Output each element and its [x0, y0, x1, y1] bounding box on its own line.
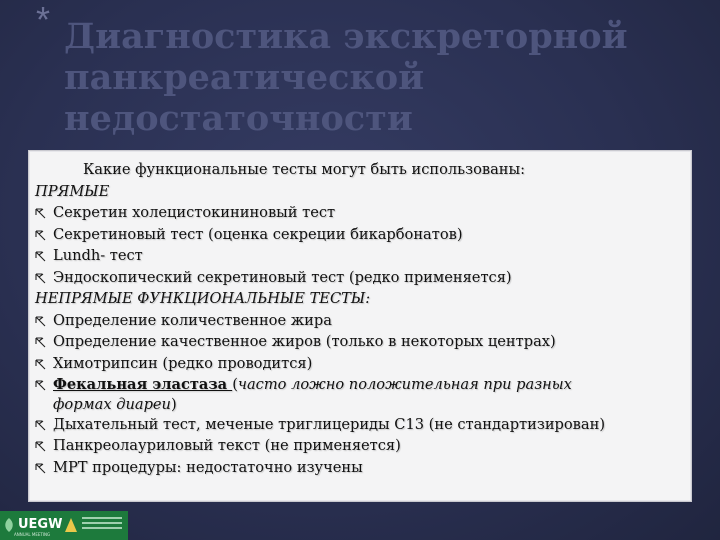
- list-item-elastase: [35, 374, 685, 414]
- elastase-note-cont: формах диареи: [53, 395, 171, 413]
- bullet-icon: [35, 420, 46, 431]
- title-star: *: [36, 0, 51, 40]
- logo-lines: [82, 517, 122, 532]
- direct-list: [35, 202, 685, 288]
- uegw-logo: [0, 511, 128, 540]
- list-item: [35, 202, 685, 224]
- triangle-icon: [64, 517, 78, 533]
- list-item: [35, 310, 685, 332]
- bullet-icon: [35, 359, 46, 370]
- intro-text: Какие функциональные тесты могут быть использованы:: [83, 161, 526, 178]
- paren-open: (: [232, 376, 238, 393]
- elastase-note: часто ложно положительная при разных: [237, 376, 572, 393]
- list-item: [35, 245, 685, 267]
- item-text: Определение качественное жиров (только в некоторых центрах): [53, 333, 556, 350]
- slide-title: Диагностика экскреторной панкреатической недостаточности: [64, 16, 628, 139]
- bullet-icon: [35, 337, 46, 348]
- bullet-icon: [35, 380, 46, 391]
- logo-name: UEGW: [18, 517, 63, 532]
- paren-close: ): [170, 395, 177, 413]
- list-item: [35, 435, 685, 457]
- item-text: Секретин холецистокининовый тест: [53, 204, 336, 221]
- list-item: [35, 331, 685, 353]
- item-text: Дыхательный тест, меченые триглицериды С13 (не стандартизирован): [53, 415, 606, 433]
- bullet-icon: [35, 316, 46, 327]
- list-item: [35, 353, 685, 375]
- direct-heading: ПРЯМЫЕ: [35, 182, 110, 200]
- list-item: [35, 414, 685, 436]
- item-text: Химотрипсин (редко проводится): [53, 354, 313, 372]
- bullet-icon: [35, 273, 46, 284]
- list-item: [35, 457, 685, 479]
- bullet-icon: [35, 208, 46, 219]
- elastase-term: Фекальная эластаза: [53, 376, 233, 393]
- logo-tagline: ANNUAL MEETING: [14, 532, 51, 537]
- bullet-icon: [35, 441, 46, 452]
- leaf-icon: [2, 517, 16, 533]
- item-text: Секретиновый тест (оценка секреции бикарбонатов): [53, 225, 463, 243]
- content-box: [28, 150, 692, 502]
- indirect-list: [35, 310, 685, 479]
- bullet-icon: [35, 463, 46, 474]
- item-text: Lundh- тест: [53, 247, 143, 264]
- item-text: МРТ процедуры: недостаточно изучены: [53, 458, 363, 476]
- content-text: [35, 159, 685, 478]
- item-text: Панкреолауриловый текст (не применяется): [53, 437, 401, 454]
- list-item: [35, 267, 685, 289]
- list-item: [35, 224, 685, 246]
- bullet-icon: [35, 251, 46, 262]
- item-text: Эндоскопический секретиновый тест (редко применяется): [53, 268, 512, 286]
- indirect-heading: НЕПРЯМЫЕ ФУНКЦИОНАЛЬНЫЕ ТЕСТЫ:: [35, 290, 371, 307]
- bullet-icon: [35, 230, 46, 241]
- item-text: Определение количественное жира: [53, 311, 332, 329]
